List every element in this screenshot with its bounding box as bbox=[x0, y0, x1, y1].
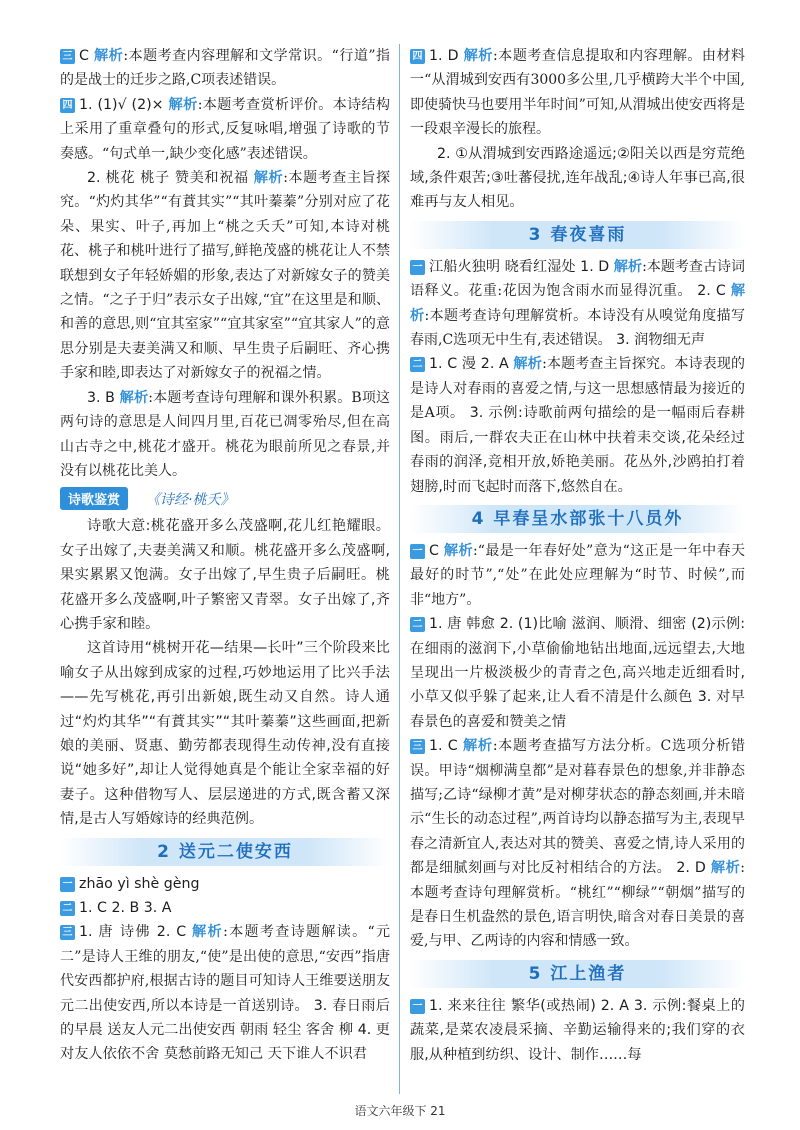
answer-block: 二 1. C 2. B 3. A bbox=[60, 896, 390, 920]
analysis-text: :本题考查诗题解读。“元二”是诗人王维的朋友,“使”是出使的意思,“安西”指唐代安西都护府,根据古诗的题目可知诗人王维要送朋友元二出使安西,所以本诗是一首送别诗。 bbox=[60, 924, 390, 1014]
analysis-text: :本题考查主旨探究。“灼灼其华”“有蕡其实”“其叶蓁蓁”分别对应了花朵、果实、叶子,再加上“桃之夭夭”可知,本诗对桃花、桃子和桃叶进行了描写,鲜艳茂盛的桃花让人不禁联想到女子年轻娇媚的形象,表达了对新嫁女子的赞美之情。“之子于归”表示女子出嫁,“宜”在这里是和顺、和善的意思,则“宜其室家”“宜其家室”“宜其家人”的意思分别是夫妻美满又和顺、早生贵子后嗣旺、齐心携手家和睦,即表达了对新嫁女子的祝福之情。 bbox=[60, 170, 390, 382]
section-title: 5 江上渔者 bbox=[528, 963, 627, 984]
question-tag: 三 bbox=[60, 49, 75, 64]
analysis-label: 解析 bbox=[253, 170, 284, 187]
question-tag: 一 bbox=[60, 877, 75, 892]
answer-block: 2. ①从渭城到安西路途遥远;②阳关以西是穷荒绝域,条件艰苦;③吐蕃侵扰,连年战乱;④诗人年事已高,很难再与友人相见。 bbox=[410, 145, 745, 211]
appreciation-title: 《诗经·桃夭》 bbox=[146, 491, 235, 508]
column-divider bbox=[399, 44, 400, 1094]
question-tag: 一 bbox=[410, 999, 425, 1014]
section-title-bar bbox=[410, 221, 745, 249]
analysis-label: 解析 bbox=[410, 283, 746, 324]
analysis-label: 解析 bbox=[463, 48, 494, 64]
section-title: 2 送元二使安西 bbox=[157, 841, 293, 862]
section-title: 4 早春呈水部张十八员外 bbox=[471, 508, 684, 529]
answer-block: 一 1. 来来往往 繁华(或热闹) 2. A 3. 示例:餐桌上的蔬菜,是菜农凌晨采摘、辛勤运输得来的;我们穿的衣服,从种植到纺织、设计、制作……每 bbox=[410, 997, 745, 1063]
answer-block: 一 C 解析:“最是一年春好处”意为“这正是一年中春天最好的时节”,“处”在此处应理解为“时节、时候”,而非“地方”。 bbox=[410, 542, 745, 608]
question-tag: 四 bbox=[60, 98, 75, 113]
question-tag: 二 bbox=[410, 617, 425, 632]
question-tag: 一 bbox=[410, 544, 425, 559]
section-title-bar bbox=[410, 505, 745, 533]
section-title: 3 春夜喜雨 bbox=[528, 224, 627, 245]
left-column bbox=[60, 44, 390, 1067]
answer-block: 三 1. C 解析:本题考查描写方法分析。C选项分析错误。甲诗“烟柳满皇都”是对暮春景色的想象,并非静态描写;乙诗“绿柳才黄”是对柳芽状态的静态刻画,并未暗示“生长的动态过程”,两首诗均以静态描写为主,表现早春之清新宜人,表达对其的赞美、喜爱之情,诗人采用的都是细腻刻画与对比反衬相结合的方法。 2. D 解析:本题考查诗句理解赏析。“桃红”“柳绿”“朝烟”描写的是春日生机盎然的景色,语言明快,暗含对春日美景的喜爱,与甲、乙两诗的内容和情感一致。 bbox=[410, 738, 745, 950]
question-tag: 二 bbox=[60, 901, 75, 916]
question-tag: 一 bbox=[410, 260, 425, 275]
answer-block: 二 1. C 漫 2. A 解析:本题考查主旨探究。本诗表现的是诗人对春雨的喜爱之情,与这一思想感情最为接近的是A项。 3. 示例:诗歌前两句描绘的是一幅雨后春耕图。雨后,一群农夫正在山林中扶着耒交谈,花朵经过春雨的润泽,竞相开放,娇艳美丽。花丛外,沙鸥拍打着翅膀,时而飞起时而落下,悠然自在。 bbox=[410, 356, 745, 495]
analysis-text: :本题考查诗句理解赏析。本诗没有从嗅觉角度描写春雨,C选项无中生有,表述错误。 bbox=[410, 307, 745, 349]
answer-block: 一 江船火独明 晓看红湿处 1. D 解析:本题考查古诗词语释义。花重:花因为饱含雨水而显得沉重。 2. C 解析:本题考查诗句理解赏析。本诗没有从嗅觉角度描写春雨,C选项无中生有,表述错误。 3. 润物细无声 bbox=[410, 258, 746, 349]
analysis-label: 解析 bbox=[168, 96, 198, 113]
appreciation-badge: 诗歌鉴赏 bbox=[60, 487, 128, 510]
answer-block: 二 1. 唐 韩愈 2. (1)比喻 滋润、顺滑、细密 (2)示例:在细雨的滋润下,小草偷偷地钻出地面,远远望去,大地呈现出一片极淡极少的青青之色,高兴地走近细看时,小草又似乎躲了起来,让人看不清是什么颜色 3. 对早春景色的喜爱和赞美之情 bbox=[410, 616, 745, 730]
analysis-label: 解析 bbox=[93, 48, 124, 64]
analysis-label: 解析 bbox=[192, 924, 224, 941]
answer-block: 三 1. 唐 诗佛 2. C 解析:本题考查诗题解读。“元二”是诗人王维的朋友,“使”是出使的意思,“安西”指唐代安西都护府,根据古诗的题目可知诗人王维要送朋友元二出使安西,所以本诗是一首送别诗。 3. 春日雨后的早晨 送友人元二出使安西 朝雨 轻尘 客舍 柳 4. 更 对友人依依不舍 莫愁前路无知己 天下谁人不识君 bbox=[60, 924, 391, 1063]
analysis-label: 解析 bbox=[513, 356, 543, 373]
analysis-text: :“最是一年春好处”意为“这正是一年中春天最好的时节”,“处”在此处应理解为“时节、时候”,而非“地方”。 bbox=[410, 542, 745, 608]
right-column bbox=[410, 44, 745, 1067]
answer-block: 三 C 解析:本题考查内容理解和文学常识。“行道”指的是战士的迁步之路,C项表述错误。 bbox=[60, 48, 390, 89]
analysis-text: :本题考查描写方法分析。C选项分析错误。甲诗“烟柳满皇都”是对暮春景色的想象,并非静态描写;乙诗“绿柳才黄”是对柳芽状态的静态刻画,并未暗示“生长的动态过程”,两首诗均以静态描写为主,表现早春之清新宜人,表达对其的赞美、喜爱之情,诗人采用的都是细腻刻画与对比反衬相结合的方法。 bbox=[410, 738, 745, 877]
appreciation-header bbox=[60, 487, 390, 510]
analysis-text: :本题考查赏析评价。本诗结构上采用了重章叠句的形式,反复咏唱,增强了诗歌的节奏感。“句式单一,缺少变化感”表述错误。 bbox=[60, 96, 390, 162]
question-tag: 四 bbox=[410, 49, 425, 64]
answer-block: 四 1. D 解析:本题考查信息提取和内容理解。由材料一“从渭城到安西有3000多公里,几乎横跨大半个中国,即使骑快马也要用半年时间”可知,从渭城出使安西将是一段艰辛漫长的旅程。 bbox=[410, 48, 745, 138]
analysis-text: :本题考查主旨探究。本诗表现的是诗人对春雨的喜爱之情,与这一思想感情最为接近的是A项。 bbox=[410, 356, 745, 422]
answer-block: 2. 桃花 桃子 赞美和祝福 解析:本题考查主旨探究。“灼灼其华”“有蕡其实”“其叶蓁蓁”分别对应了花朵、果实、叶子,再加上“桃之夭夭”可知,本诗对桃花、桃子和桃叶进行了描写,鲜艳茂盛的桃花让人不禁联想到女子年轻娇媚的形象,表达了对新嫁女子的赞美之情。“之子于归”表示女子出嫁,“宜”在这里是和顺、和善的意思,则“宜其室家”“宜其家室”“宜其家人”的意思分别是夫妻美满又和顺、早生贵子后嗣旺、齐心携手家和睦,即表达了对新嫁女子的祝福之情。 bbox=[60, 170, 390, 382]
analysis-text: :本题考查古诗词语释义。花重:花因为饱含雨水而显得沉重。 bbox=[410, 258, 745, 300]
question-tag: 三 bbox=[60, 925, 75, 940]
page-footer: 语文六年级下 21 bbox=[354, 1104, 446, 1118]
analysis-text: :本题考查诗句理解和课外积累。B项这两句诗的意思是人间四月里,百花已凋零殆尽,但在高山古寺之中,桃花才盛开。桃花为眼前所见之春景,并没有以桃花比美人。 bbox=[60, 389, 390, 479]
answer-block: 一 zhāo yì shè gèng bbox=[60, 872, 390, 896]
analysis-label: 解析 bbox=[710, 860, 741, 877]
section-title-bar bbox=[410, 960, 745, 988]
analysis-label: 解析 bbox=[443, 542, 474, 559]
analysis-text: :本题考查诗句理解赏析。“桃红”“柳绿”“朝烟”描写的是春日生机盎然的景色,语言明快,暗含对春日美景的喜爱,与甲、乙两诗的内容和情感一致。 bbox=[410, 860, 745, 950]
appreciation-paragraph: 诗歌大意:桃花盛开多么茂盛啊,花儿红艳耀眼。女子出嫁了,夫妻美满又和顺。桃花盛开多么茂盛啊,果实累累又饱满。女子出嫁了,早生贵子后嗣旺。桃花盛开多么茂盛啊,叶子繁密又青翠。女子出嫁了,齐心携手家和睦。 bbox=[60, 518, 390, 632]
analysis-label: 解析 bbox=[613, 258, 643, 275]
analysis-text: :本题考查内容理解和文学常识。“行道”指的是战士的迁步之路,C项表述错误。 bbox=[60, 48, 390, 89]
appreciation-paragraph: 这首诗用“桃树开花—结果—长叶”三个阶段来比喻女子从出嫁到成家的过程,巧妙地运用了比兴手法——先写桃花,再引出新娘,既生动又自然。诗人通过“灼灼其华”“有蕡其实”“其叶蓁蓁”这些画面,把新娘的美丽、贤惠、勤劳都表现得生动传神,没有直接说“她多好”,却让人觉得她真是个能让全家幸福的好妻子。这种借物写人、层层递进的方式,既含蓄又深情,是古人写婚嫁诗的经典范例。 bbox=[60, 640, 390, 828]
question-tag: 二 bbox=[410, 357, 425, 372]
answer-block: 3. B 解析:本题考查诗句理解和课外积累。B项这两句诗的意思是人间四月里,百花已凋零殆尽,但在高山古寺之中,桃花才盛开。桃花为眼前所见之春景,并没有以桃花比美人。 bbox=[60, 389, 390, 479]
analysis-label: 解析 bbox=[462, 738, 493, 755]
analysis-label: 解析 bbox=[119, 389, 149, 406]
section-title-bar bbox=[60, 838, 390, 866]
analysis-text: :本题考查信息提取和内容理解。由材料一“从渭城到安西有3000多公里,几乎横跨大半个中国,即使骑快马也要用半年时间”可知,从渭城出使安西将是一段艰辛漫长的旅程。 bbox=[410, 48, 745, 138]
question-tag: 三 bbox=[410, 739, 425, 754]
answer-block: 四 1. (1)√ (2)× 解析:本题考查赏析评价。本诗结构上采用了重章叠句的形式,反复咏唱,增强了诗歌的节奏感。“句式单一,缺少变化感”表述错误。 bbox=[60, 96, 390, 162]
